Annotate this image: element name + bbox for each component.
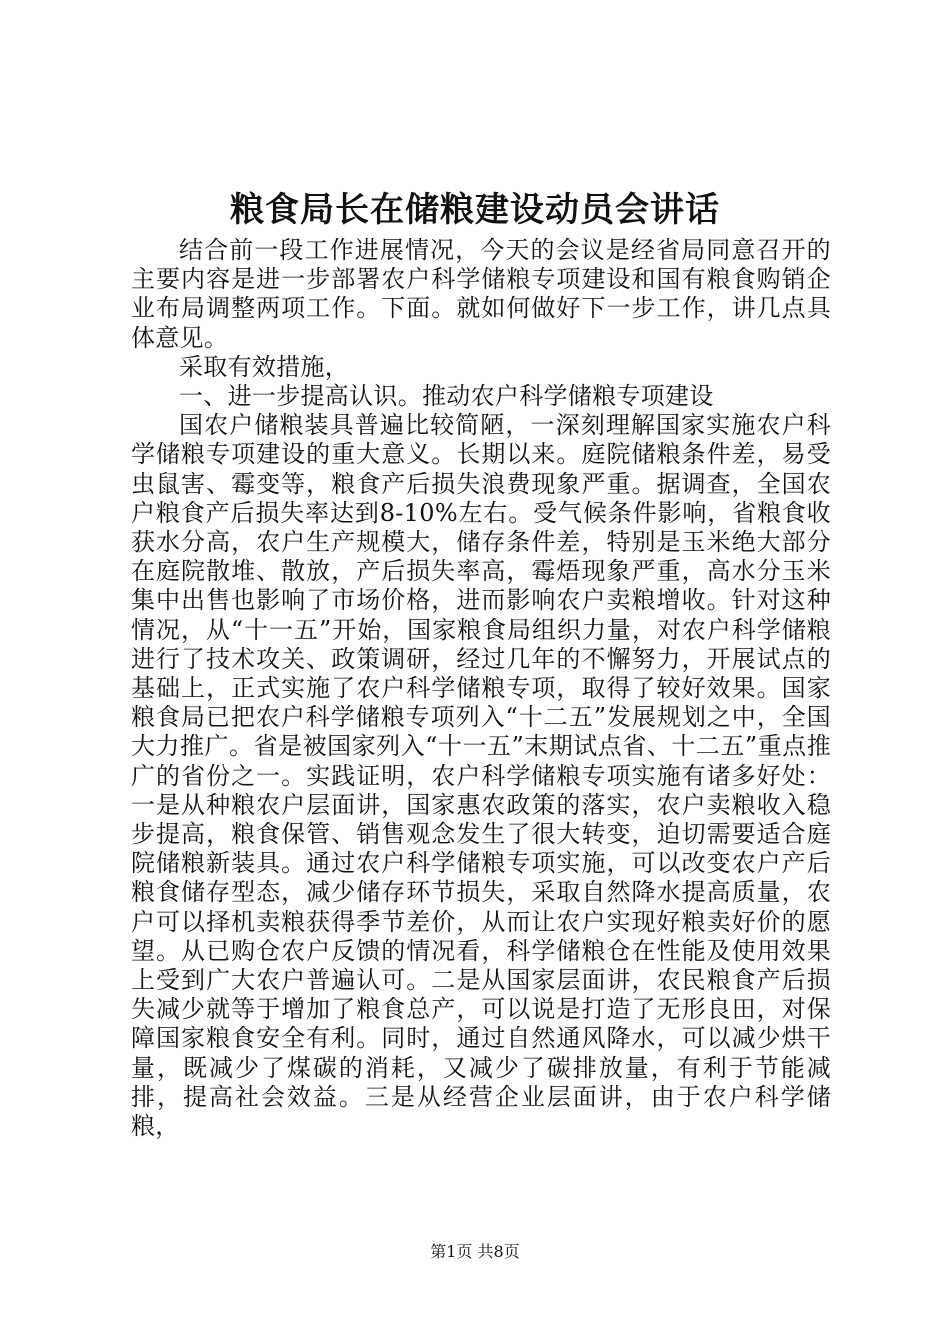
document-body xyxy=(131,236,831,1141)
page-number-footer: 第1页 共8页 xyxy=(430,1242,520,1261)
paragraph-main: 国农户储粮装具普遍比较简陋，一深刻理解国家实施农户科学储粮专项建设的重大意义。长期以来。庭院储粮条件差，易受虫鼠害、霉变等，粮食产后损失浪费现象严重。据调查，全国农户粮食产后损失率达到8-10%左右。受气候条件影响，省粮食收获水分高，农户生产规模大，储存条件差，特别是玉米绝大部分在庭院散堆、散放，产后损失率高，霉焐现象严重，高水分玉米集中出售也影响了市场价格，进而影响农户卖粮增收。针对这种情况，从“十一五”开始，国家粮食局组织力量，对农户科学储粮进行了技术攻关、政策调研，经过几年的不懈努力，开展试点的基础上，正式实施了农户科学储粮专项，取得了较好效果。国家粮食局已把农户科学储粮专项列入“十二五”发展规划之中，全国大力推广。省是被国家列入“十一五”末期试点省、十二五”重点推广的省份之一。实践证明，农户科学储粮专项实施有诸多好处：一是从种粮农户层面讲，国家惠农政策的落实，农户卖粮收入稳步提高，粮食保管、销售观念发生了很大转变，迫切需要适合庭院储粮新装具。通过农户科学储粮专项实施，可以改变农户产后粮食储存型态，减少储存环节损失，采取自然降水提高质量，农户可以择机卖粮获得季节差价，从而让农户实现好粮卖好价的愿望。从已购仓农户反馈的情况看，科学储粮仓在性能及使用效果上受到广大农户普遍认可。二是从国家层面讲，农民粮食产后损失减少就等于增加了粮食总产，可以说是打造了无形良田，对保障国家粮食安全有利。同时，通过自然通风降水，可以减少烘干量，既减少了煤碳的消耗，又减少了碳排放量，有利于节能减排，提高社会效益。三是从经营企业层面讲，由于农户科学储粮， xyxy=(131,411,831,1141)
paragraph-measures: 采取有效措施， xyxy=(179,352,350,381)
document-title: 粮食局长在储粮建设动员会讲话 xyxy=(230,190,720,230)
paragraph-intro: 结合前一段工作进展情况，今天的会议是经省局同意召开的主要内容是进一步部署农户科学储粮专项建设和国有粮食购销企业布局调整两项工作。下面。就如何做好下一步工作，讲几点具体意见。 xyxy=(131,236,831,352)
section-heading-1: 一、进一步提高认识。推动农户科学储粮专项建设 xyxy=(179,382,714,411)
